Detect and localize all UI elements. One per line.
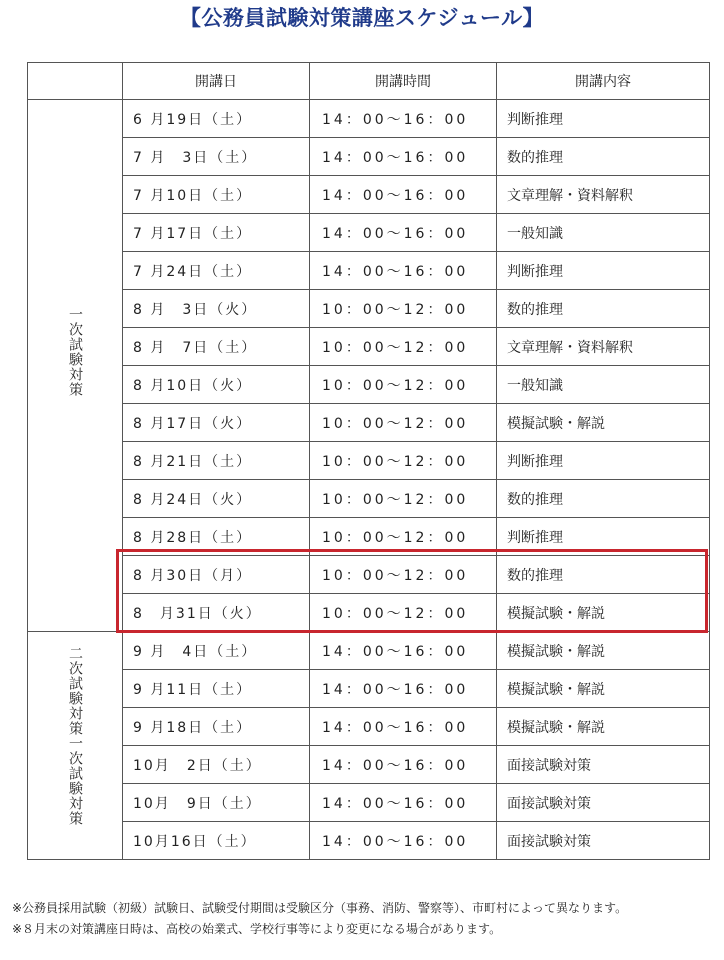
- time-cell: 14：00～16：00: [310, 138, 497, 176]
- time-cell: 14：00～16：00: [310, 708, 497, 746]
- content-cell: 判断推理: [497, 252, 710, 290]
- table-row: [28, 746, 710, 784]
- date-cell: 8 月 3日（火）: [123, 290, 310, 328]
- date-cell: 8 月 7日（土）: [123, 328, 310, 366]
- time-cell: 10：00～12：00: [310, 480, 497, 518]
- content-cell: 一般知識: [497, 366, 710, 404]
- date-cell: 8 月21日（土）: [123, 442, 310, 480]
- content-cell: 判断推理: [497, 442, 710, 480]
- time-cell: 10：00～12：00: [310, 404, 497, 442]
- date-cell: 9 月18日（土）: [123, 708, 310, 746]
- page-title: 【公務員試験対策講座スケジュール】: [179, 6, 545, 30]
- note-exam-dates: ※公務員採用試験（初級）試験日、試験受付期間は受験区分（事務、消防、警察等）、市町村によって異なります。: [12, 901, 628, 915]
- note-schedule-change: ※８月末の対策講座日時は、高校の始業式、学校行事等により変更になる場合があります。: [12, 922, 502, 936]
- header-section: [28, 63, 123, 100]
- table-row: [28, 404, 710, 442]
- date-cell: 8 月10日（火）: [123, 366, 310, 404]
- section-label-cell: [28, 100, 123, 632]
- content-cell: 判断推理: [497, 518, 710, 556]
- date-cell: 10月 2日（土）: [123, 746, 310, 784]
- table-row: [28, 670, 710, 708]
- date-cell: 8 月30日（月）: [123, 556, 310, 594]
- content-cell: 文章理解・資料解釈: [497, 328, 710, 366]
- table-row: [28, 138, 710, 176]
- section-label: [67, 646, 83, 826]
- content-cell: 面接試験対策: [497, 784, 710, 822]
- time-cell: 14：00～16：00: [310, 252, 497, 290]
- time-cell: 14：00～16：00: [310, 784, 497, 822]
- table-row: [28, 480, 710, 518]
- time-cell: 14：00～16：00: [310, 746, 497, 784]
- table-row: [28, 442, 710, 480]
- time-cell: 10：00～12：00: [310, 556, 497, 594]
- section-label-right: 二次試験対策: [67, 645, 84, 736]
- time-cell: 10：00～12：00: [310, 442, 497, 480]
- content-cell: 数的推理: [497, 556, 710, 594]
- content-cell: 面接試験対策: [497, 822, 710, 860]
- time-cell: 10：00～12：00: [310, 594, 497, 632]
- time-cell: 14：00～16：00: [310, 100, 497, 138]
- table-row: [28, 214, 710, 252]
- time-cell: 14：00～16：00: [310, 670, 497, 708]
- content-cell: 文章理解・資料解釈: [497, 176, 710, 214]
- content-cell: 数的推理: [497, 290, 710, 328]
- date-cell: 8 月24日（火）: [123, 480, 310, 518]
- time-cell: 10：00～12：00: [310, 366, 497, 404]
- date-cell: 10月 9日（土）: [123, 784, 310, 822]
- time-cell: 14：00～16：00: [310, 632, 497, 670]
- schedule-table: [27, 62, 710, 860]
- table-row: [28, 100, 710, 138]
- table-row: [28, 252, 710, 290]
- content-cell: 数的推理: [497, 480, 710, 518]
- date-cell: 9 月11日（土）: [123, 670, 310, 708]
- date-cell: 7 月17日（土）: [123, 214, 310, 252]
- table-row: [28, 632, 710, 670]
- time-cell: 14：00～16：00: [310, 214, 497, 252]
- header-date: 開講日: [123, 63, 310, 100]
- table-row: [28, 290, 710, 328]
- table-row: [28, 518, 710, 556]
- section-label-cell: [28, 632, 123, 860]
- content-cell: 判断推理: [497, 100, 710, 138]
- date-cell: 6 月19日（土）: [123, 100, 310, 138]
- time-cell: 14：00～16：00: [310, 176, 497, 214]
- time-cell: 10：00～12：00: [310, 290, 497, 328]
- section-label: 一次試験対策: [67, 306, 84, 397]
- table-row: [28, 594, 710, 632]
- table-row: [28, 176, 710, 214]
- content-cell: 面接試験対策: [497, 746, 710, 784]
- table-row: [28, 784, 710, 822]
- section-label-left: 一次試験対策: [67, 735, 84, 826]
- time-cell: 10：00～12：00: [310, 328, 497, 366]
- table-row: [28, 708, 710, 746]
- table-header-row: [28, 63, 710, 100]
- content-cell: 模擬試験・解説: [497, 708, 710, 746]
- content-cell: 数的推理: [497, 138, 710, 176]
- content-cell: 模擬試験・解説: [497, 670, 710, 708]
- notes: [12, 898, 627, 940]
- content-cell: 一般知識: [497, 214, 710, 252]
- date-cell: 9 月 4日（土）: [123, 632, 310, 670]
- date-cell: 7 月10日（土）: [123, 176, 310, 214]
- table-row: [28, 366, 710, 404]
- header-time: 開講時間: [310, 63, 497, 100]
- date-cell: 8 月28日（土）: [123, 518, 310, 556]
- header-content: 開講内容: [497, 63, 710, 100]
- table-row: [28, 328, 710, 366]
- content-cell: 模擬試験・解説: [497, 404, 710, 442]
- date-cell: 8 月17日（火）: [123, 404, 310, 442]
- date-cell: 7 月 3日（土）: [123, 138, 310, 176]
- content-cell: 模擬試験・解説: [497, 594, 710, 632]
- table-row: [28, 822, 710, 860]
- date-cell: 7 月24日（土）: [123, 252, 310, 290]
- table-row: [28, 556, 710, 594]
- date-cell: 8 月31日（火）: [123, 594, 310, 632]
- time-cell: 14：00～16：00: [310, 822, 497, 860]
- content-cell: 模擬試験・解説: [497, 632, 710, 670]
- date-cell: 10月16日（土）: [123, 822, 310, 860]
- time-cell: 10：00～12：00: [310, 518, 497, 556]
